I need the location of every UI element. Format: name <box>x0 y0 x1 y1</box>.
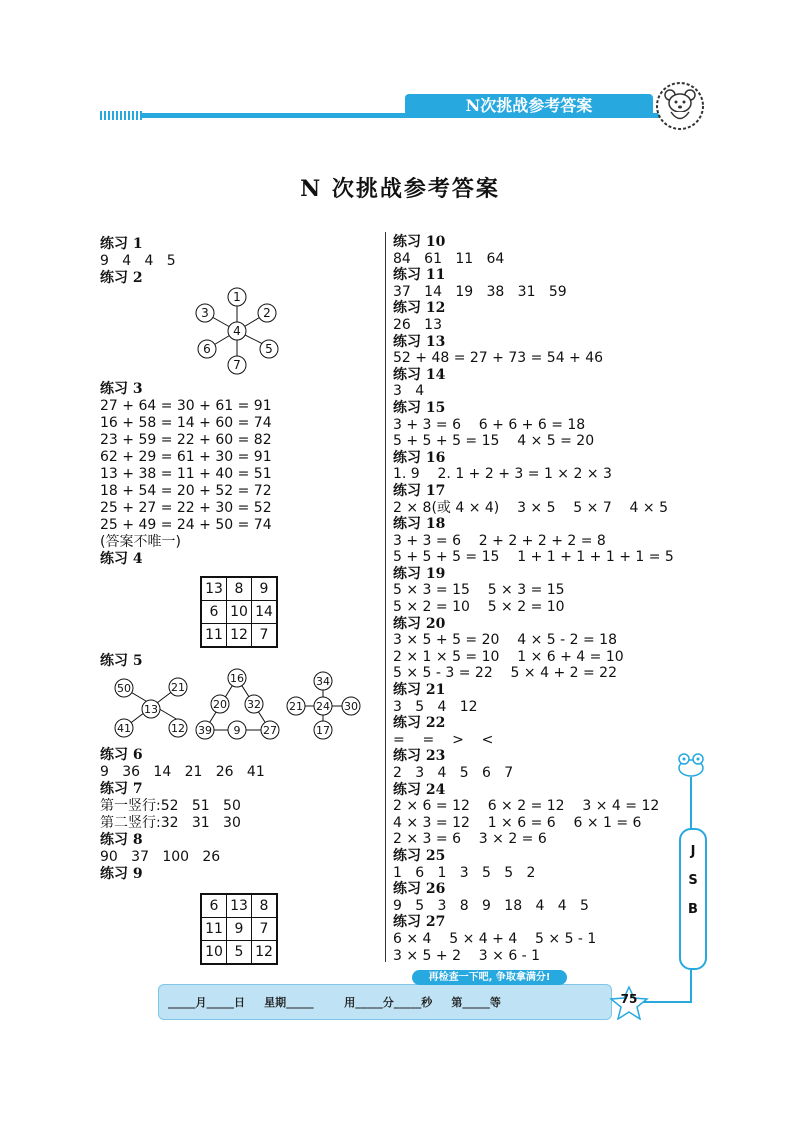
answer-line: 84 61 11 64 <box>393 250 505 267</box>
equation: 23 + 59 = 22 + 60 = 82 <box>100 432 272 448</box>
answer-line: 5 × 2 = 10 5 × 2 = 10 <box>393 599 565 616</box>
ex6-ex9 <box>100 747 265 883</box>
answer: 第二竖行:32 31 30 <box>100 815 241 831</box>
exercise-label: 练习 13 <box>393 333 446 350</box>
node-center: 4 <box>233 324 241 338</box>
exercise-label: 练习 10 <box>393 234 446 250</box>
grid-cell: 8 <box>227 577 252 601</box>
answer-line: 2 × 3 = 6 3 × 2 = 6 <box>393 831 547 848</box>
page-number: 75 <box>620 992 638 1006</box>
node: 30 <box>344 700 358 713</box>
answer-line: 2 3 4 5 6 7 <box>393 765 514 781</box>
answer-line: 3 4 <box>393 383 425 400</box>
answer-line: = = > < <box>393 731 494 748</box>
exercise-label: 练习 16 <box>393 449 446 466</box>
exercise-label: 练习 27 <box>393 914 446 931</box>
answer-line: 9 5 3 8 9 18 4 4 5 <box>393 897 589 914</box>
answer-line: 2 × 6 = 12 6 × 2 = 12 3 × 4 = 12 <box>393 798 660 815</box>
grid-cell: 6 <box>201 601 227 624</box>
equation: 13 + 38 = 11 + 40 = 51 <box>100 466 272 482</box>
answer-line: 3 + 3 = 6 6 + 6 + 6 = 18 <box>393 416 586 433</box>
side-letter: B <box>688 902 698 917</box>
answer-line: 5 + 5 + 5 = 15 4 × 5 = 20 <box>393 433 595 450</box>
node: 16 <box>230 672 244 685</box>
bear-mascot-icon <box>655 81 705 131</box>
grid-cell: 6 <box>201 894 227 918</box>
answer-line: 5 × 3 = 15 5 × 3 = 15 <box>393 582 565 599</box>
node: 34 <box>316 675 330 688</box>
footer-tag: 再检查一下吧, 争取拿满分! <box>412 970 567 985</box>
exercise-label: 练习 25 <box>393 847 446 864</box>
node: 32 <box>247 698 261 711</box>
side-letter: S <box>688 873 698 888</box>
grid-cell: 11 <box>201 918 227 941</box>
ex1 <box>100 236 176 287</box>
ex3 <box>100 381 272 568</box>
exercise-label: 练习 15 <box>393 399 446 416</box>
ex4-grid <box>200 576 278 648</box>
exercise-label: 练习 17 <box>393 482 446 499</box>
node-center: 13 <box>144 703 158 716</box>
exercise-label: 练习 3 <box>100 381 143 397</box>
exercise-label: 练习 4 <box>100 551 143 567</box>
node: 12 <box>171 722 185 735</box>
grid-cell: 13 <box>201 577 227 601</box>
grid-cell: 8 <box>252 894 278 918</box>
answer-line: 37 14 19 38 31 59 <box>393 283 567 300</box>
exercise-label: 练习 8 <box>100 832 143 848</box>
exercise-label: 练习 11 <box>393 267 446 284</box>
equation: 18 + 54 = 20 + 52 = 72 <box>100 483 272 499</box>
node: 5 <box>265 342 273 356</box>
ex2-star-diagram <box>190 285 285 377</box>
answer-line: 3 × 5 + 2 3 × 6 - 1 <box>393 947 541 964</box>
exercise-label: 练习 1 <box>100 236 143 252</box>
node: 20 <box>213 698 227 711</box>
answer-line: 5 × 5 - 3 = 22 5 × 4 + 2 = 22 <box>393 665 617 682</box>
answer: 第一竖行:52 51 50 <box>100 798 241 814</box>
answer-line: 4 × 3 = 12 1 × 6 = 6 6 × 1 = 6 <box>393 814 642 831</box>
answer-line: 3 × 5 + 5 = 20 4 × 5 - 2 = 18 <box>393 632 617 649</box>
grid-cell: 7 <box>252 624 278 648</box>
grid-cell: 7 <box>252 918 278 941</box>
node: 3 <box>201 306 209 320</box>
exercise-label: 练习 7 <box>100 781 143 797</box>
exercise-label: 练习 12 <box>393 300 446 317</box>
answer-line: 1. 9 2. 1 + 2 + 3 = 1 × 2 × 3 <box>393 466 612 483</box>
equation: 27 + 64 = 30 + 61 = 91 <box>100 398 272 414</box>
answer: 90 37 100 26 <box>100 849 221 865</box>
exercise-label: 练习 26 <box>393 881 446 898</box>
grid-cell: 5 <box>227 941 252 965</box>
node: 21 <box>289 700 303 713</box>
side-letter: J <box>690 844 696 859</box>
side-connector <box>690 777 692 829</box>
header-tab-title: N次挑战参考答案 <box>405 94 653 118</box>
answer-line: 6 × 4 5 × 4 + 4 5 × 5 - 1 <box>393 930 597 947</box>
grid-cell: 13 <box>227 894 252 918</box>
side-connector-bottom <box>690 970 692 1002</box>
column-divider <box>385 232 386 962</box>
exercise-label: 练习 5 <box>100 653 143 669</box>
grid-cell: 14 <box>252 601 278 624</box>
answer-line: 26 13 <box>393 316 442 333</box>
grid-cell: 10 <box>227 601 252 624</box>
side-tab-jsb <box>679 828 707 970</box>
node: 17 <box>316 724 330 737</box>
equation: 25 + 27 = 22 + 30 = 52 <box>100 500 272 516</box>
exercise-label: 练习 14 <box>393 366 446 383</box>
exercise-label: 练习 2 <box>100 270 143 286</box>
equation: 25 + 49 = 24 + 50 = 74 <box>100 517 272 533</box>
node-center: 24 <box>316 700 330 713</box>
exercise-label: 练习 9 <box>100 866 143 882</box>
answer-line: 3 5 4 12 <box>393 698 478 715</box>
answer-line: 3 + 3 = 6 2 + 2 + 2 + 2 = 8 <box>393 532 606 549</box>
answer-line: 5 + 5 + 5 = 15 1 + 1 + 1 + 1 + 1 = 5 <box>393 549 674 566</box>
note: (答案不唯一) <box>100 534 181 550</box>
equation: 62 + 29 = 61 + 30 = 91 <box>100 449 272 465</box>
grid-cell: 10 <box>201 941 227 965</box>
answer: 9 4 4 5 <box>100 253 176 269</box>
grid-cell: 9 <box>252 577 278 601</box>
exercise-label: 练习 20 <box>393 615 446 632</box>
answer-line: 1 6 1 3 5 5 2 <box>393 864 536 881</box>
node: 21 <box>171 681 185 694</box>
ex5-figures <box>108 668 368 742</box>
frog-icon <box>675 750 707 778</box>
header-dots <box>100 111 142 120</box>
answer: 9 36 14 21 26 41 <box>100 764 265 780</box>
node: 41 <box>117 722 131 735</box>
exercise-label: 练习 19 <box>393 565 446 582</box>
grid-cell: 9 <box>227 918 252 941</box>
grid-cell: 12 <box>252 941 278 965</box>
grid-cell: 11 <box>201 624 227 648</box>
node: 6 <box>203 342 211 356</box>
footer-fields: _____月_____日 星期_____ 用_____分_____秒 第_____等 <box>168 996 501 1009</box>
node: 9 <box>233 724 241 737</box>
exercise-label: 练习 21 <box>393 682 446 699</box>
equation: 16 + 58 = 14 + 60 = 74 <box>100 415 272 431</box>
answer-line: 2 × 8(或 4 × 4) 3 × 5 5 × 7 4 × 5 <box>393 499 669 516</box>
grid-cell: 12 <box>227 624 252 648</box>
answer-line: 52 + 48 = 27 + 73 = 54 + 46 <box>393 350 604 367</box>
exercise-label: 练习 22 <box>393 715 446 732</box>
exercise-label: 练习 18 <box>393 516 446 533</box>
exercise-label: 练习 24 <box>393 781 446 798</box>
node: 39 <box>198 724 212 737</box>
node: 27 <box>263 724 277 737</box>
ex9-grid <box>200 893 278 965</box>
node: 50 <box>117 682 131 695</box>
answer-line: 2 × 1 × 5 = 10 1 × 6 + 4 = 10 <box>393 648 624 665</box>
right-column <box>393 234 674 964</box>
node: 2 <box>263 306 271 320</box>
node: 1 <box>233 290 241 304</box>
exercise-label: 练习 23 <box>393 748 446 765</box>
node: 7 <box>233 358 241 372</box>
exercise-label: 练习 6 <box>100 747 143 763</box>
page-title: N 次挑战参考答案 <box>300 176 500 202</box>
